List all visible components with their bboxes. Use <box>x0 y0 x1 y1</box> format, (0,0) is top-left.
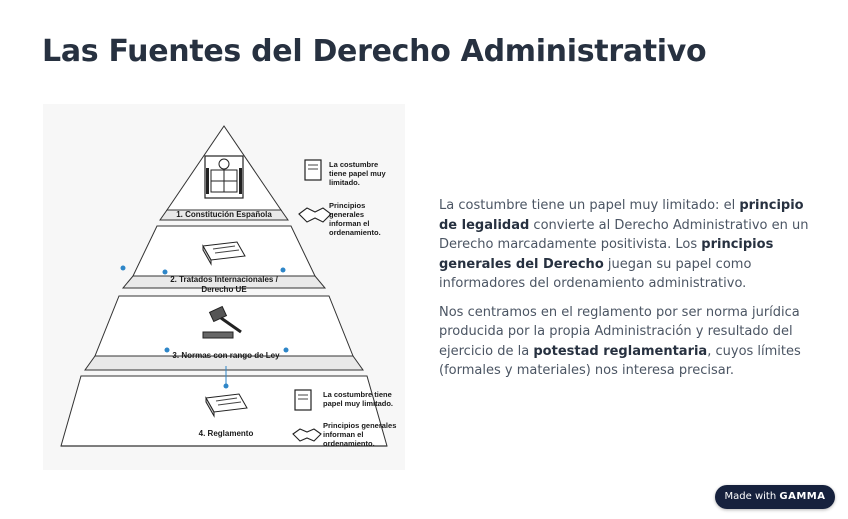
page-title: Las Fuentes del Derecho Administrativo <box>42 34 707 69</box>
note-principles-top-4: ordenamiento. <box>329 228 381 237</box>
bold-term: principios generales del Derecho <box>439 237 774 272</box>
pyramid-illustration <box>43 104 405 470</box>
book-icon <box>295 390 311 410</box>
bold-term: potestad reglamentaria <box>533 343 708 359</box>
note-principles-bottom-3: ordenamiento. <box>323 439 375 448</box>
bold-term: principio de legalidad <box>439 198 804 233</box>
note-principles-bottom-2: informan el <box>323 430 364 439</box>
note-principles-top-2: generales <box>329 210 365 219</box>
level-2-label-line-1: 2. Tratados Internacionales / <box>170 275 278 284</box>
level-3-label: 3. Normas con rango de Ley <box>172 351 280 360</box>
note-principles-bottom-1: Principios generales <box>323 421 397 430</box>
note-custom-bottom-1: La costumbre tiene <box>323 390 392 399</box>
note-custom-bottom-2: papel muy limitado. <box>323 399 394 408</box>
made-with-gamma-badge[interactable] <box>715 485 835 509</box>
level-1-label: 1. Constitución Española <box>176 210 272 219</box>
tier-3-shape <box>95 296 353 356</box>
book-icon <box>305 160 321 180</box>
coat-of-arms-icon <box>205 156 243 198</box>
gamma-logo: GAMMA <box>779 491 826 502</box>
paragraph-2: Nos centramos en el reglamento por ser norma jurídica producida por la propia Administración y resultado del ejercicio de la potestad reglamentaria, cuyos límites (formales y materiales) nos interesa precisar. <box>439 304 801 378</box>
level-4-label: 4. Reglamento <box>198 429 254 438</box>
body-text <box>439 196 811 390</box>
note-custom-top-3: limitado. <box>329 178 360 187</box>
handshake-icon <box>299 208 331 222</box>
note-principles-top-1: Principios <box>329 201 366 210</box>
paragraph-1: La costumbre tiene un papel muy limitado: el principio de legalidad convierte al Derecho Administrativo en un Derecho marcadamente positivista. Los principios generales del Derecho juegan su papel como informadores del ordenamiento administrativo. <box>439 198 809 291</box>
level-2-label-line-2: Derecho UE <box>201 285 247 294</box>
hierarchy-pyramid-figure <box>43 104 405 470</box>
note-custom-top-2: tiene papel muy <box>329 169 386 178</box>
badge-prefix: Made with <box>724 491 780 502</box>
note-principles-top-3: informan el <box>329 219 370 228</box>
note-custom-top-1: La costumbre <box>329 160 379 169</box>
